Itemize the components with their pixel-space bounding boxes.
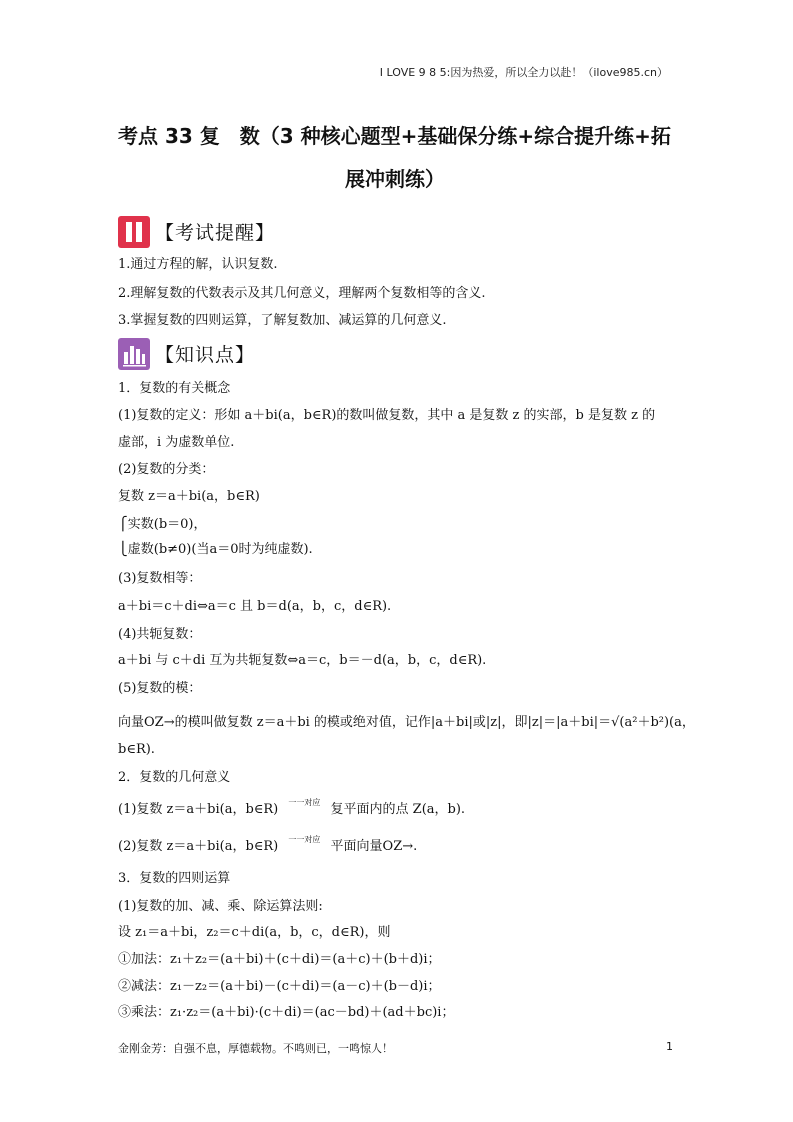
page-footer-motto: 金刚金芳：自强不息，厚德载物。不鸣则已，一鸣惊人！ (118, 1042, 393, 1055)
kp-line-addition: ①加法：z₁＋z₂＝(a＋bi)＋(c＋di)＝(a＋c)＋(b＋d)i； (118, 952, 441, 967)
kp-line-setup: 设 z₁＝a＋bi，z₂＝c＋di(a，b，c，d∈R)，则 (118, 925, 391, 940)
kp-geo-1-left: (1)复数 z＝a＋bi(a，b∈R) (118, 802, 279, 817)
page-title-line2: 展冲刺练） (345, 167, 445, 191)
pause-bars-icon (118, 216, 150, 248)
bar-chart-icon (118, 338, 150, 370)
kp-line-geo-1 (118, 798, 466, 820)
kp-line-subtraction: ②减法：z₁－z₂＝(a＋bi)－(c＋di)＝(a－c)＋(b－d)i； (118, 979, 441, 994)
kp-geo-1-right: 复平面内的点 Z(a，b). (330, 802, 466, 817)
mapping-label-1: 一一对应 (288, 798, 321, 807)
kp-line-modulus: 向量OZ→的模叫做复数 z＝a＋bi 的模或绝对值，记作|a＋bi|或|z|，即|z|＝|a＋bi|＝√(a²＋b²)(a， (118, 715, 695, 730)
exam-reminder-label: 【考试提醒】 (155, 222, 276, 244)
page-title-line1: 考点 33 复 数（3 种核心题型+基础保分练+综合提升练+拓 (118, 124, 671, 148)
knowledge-label: 【知识点】 (155, 344, 256, 366)
kp-line-imaginary-number: ⎩虚数(b≠0)(当a＝0时为纯虚数). (118, 542, 313, 557)
kp-geo-2-right: 平面向量OZ→. (330, 839, 418, 854)
kp-heading-1: 1．复数的有关概念 (118, 381, 231, 396)
kp-line-equality-title: (3)复数相等： (118, 571, 202, 586)
exam-item-2: 2.理解复数的代数表示及其几何意义，理解两个复数相等的含义. (118, 286, 486, 301)
kp-line-multiplication: ③乘法：z₁·z₂＝(a＋bi)·(c＋di)＝(ac－bd)＋(ad＋bc)i； (118, 1005, 455, 1020)
kp-line-modulus-cont: b∈R). (118, 742, 155, 757)
page-header: I LOVE 9 8 5:因为热爱，所以全力以赴！（ilove985.cn） (379, 66, 668, 79)
kp-geo-2-left: (2)复数 z＝a＋bi(a，b∈R) (118, 839, 279, 854)
kp-line-definition: (1)复数的定义：形如 a＋bi(a，b∈R)的数叫做复数，其中 a 是复数 z 的实部，b 是复数 z 的 (118, 408, 656, 423)
kp-line-complex-z: 复数 z＝a＋bi(a，b∈R) (118, 489, 260, 504)
exam-item-1: 1.通过方程的解，认识复数. (118, 257, 278, 272)
kp-heading-2: 2．复数的几何意义 (118, 770, 231, 785)
mapping-label-2: 一一对应 (288, 835, 321, 844)
page-number: 1 (666, 1040, 673, 1053)
kp-line-classification: (2)复数的分类： (118, 462, 215, 477)
kp-line-geo-2 (118, 835, 418, 857)
kp-line-conjugate-title: (4)共轭复数： (118, 627, 202, 642)
kp-line-modulus-title: (5)复数的模： (118, 681, 202, 696)
kp-line-equality: a＋bi＝c＋di⇔a＝c 且 b＝d(a，b，c，d∈R). (118, 599, 392, 614)
kp-line-real-number: ⎧实数(b＝0)， (118, 517, 207, 532)
kp-line-conjugate: a＋bi 与 c＋di 互为共轭复数⇔a＝c，b＝－d(a，b，c，d∈R). (118, 653, 487, 668)
kp-heading-3: 3．复数的四则运算 (118, 871, 231, 886)
exam-item-3: 3.掌握复数的四则运算，了解复数加、减运算的几何意义. (118, 313, 447, 328)
kp-line-rules: (1)复数的加、减、乘、除运算法则: (118, 899, 323, 914)
kp-line-imaginary-part: 虚部，i 为虚数单位. (118, 435, 235, 450)
